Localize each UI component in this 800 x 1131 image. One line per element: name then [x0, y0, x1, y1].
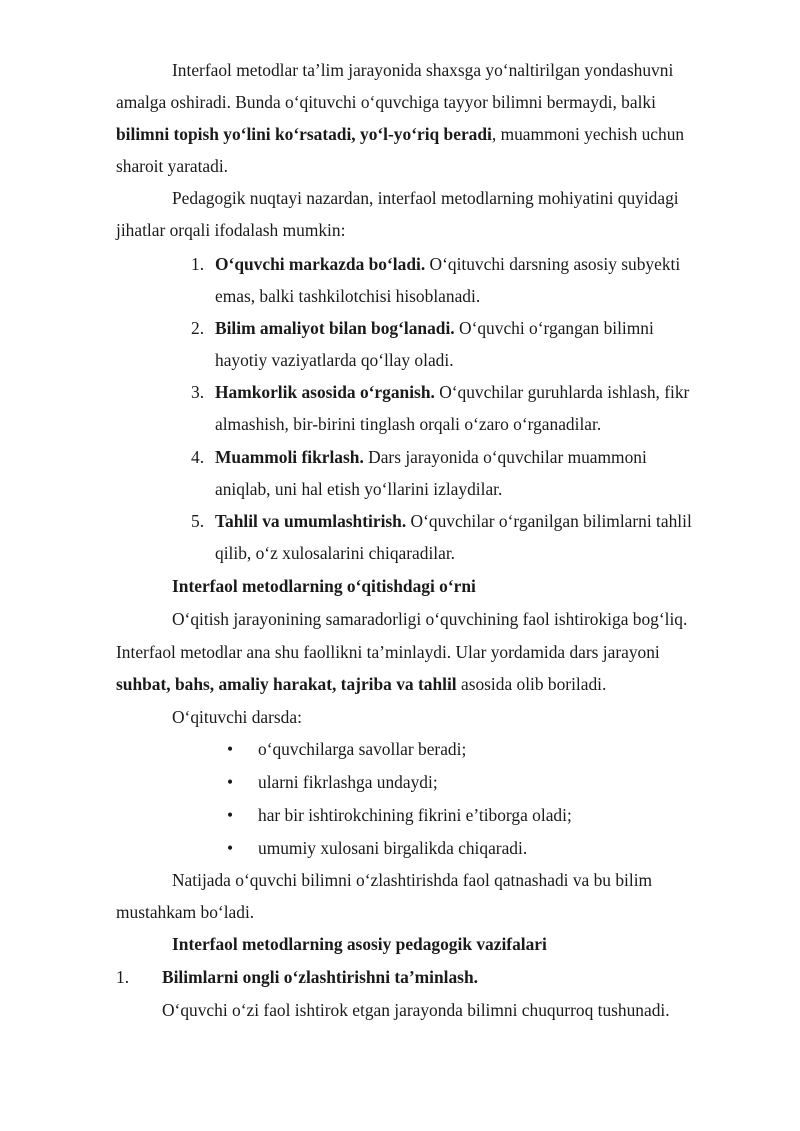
intro-line-2: amalga oshiradi. Bunda o‘qituvchi o‘quvchiga tayyor bilimni bermaydi, balki: [116, 92, 656, 112]
bullet-icon: •: [227, 772, 234, 792]
list-item-line: [215, 253, 680, 275]
list-item-number: 4.: [191, 447, 205, 467]
intro-line-3: [116, 123, 684, 145]
list-item-line: [215, 446, 647, 468]
pedagogic-line-1: Pedagogik nuqtayi nazardan, interfaol metodlarning mohiyatini quyidagi: [172, 188, 679, 208]
list-item-line: [215, 317, 654, 339]
list-item-number: 5.: [191, 511, 205, 531]
role-line-2: Interfaol metodlar ana shu faollikni ta’minlaydi. Ular yordamida dars jarayoni: [116, 642, 660, 662]
list-item-continuation: hayotiy vaziyatlarda qo‘llay oladi.: [215, 350, 454, 370]
list-item-title: Muammoli fikrlash.: [215, 447, 364, 467]
list-item-continuation: qilib, o‘z xulosalarini chiqaradilar.: [215, 543, 456, 563]
intro-bold-phrase: bilimni topish yo‘lini ko‘rsatadi, yo‘l-yo‘riq beradi: [116, 124, 492, 144]
list-item-continuation: emas, balki tashkilotchisi hisoblanadi.: [215, 286, 481, 306]
bullet-icon: •: [227, 739, 234, 759]
list-item-number: 2.: [191, 318, 205, 338]
task-title: Bilimlarni ongli o‘zlashtirishni ta’minlash.: [162, 967, 478, 987]
list-item-text: Dars jarayonida o‘quvchilar muammoni: [363, 447, 647, 467]
task-number: 1.: [116, 967, 130, 987]
result-line-2: mustahkam bo‘ladi.: [116, 902, 255, 922]
task-text: O‘quvchi o‘zi faol ishtirok etgan jarayonda bilimni chuqurroq tushunadi.: [162, 1000, 670, 1020]
bullet-text: o‘quvchilarga savollar beradi;: [258, 739, 467, 759]
intro-line-4: sharoit yaratadi.: [116, 156, 229, 176]
teacher-intro: O‘qituvchi darsda:: [172, 707, 302, 727]
list-item-text: O‘qituvchi darsning asosiy subyekti: [425, 254, 681, 274]
intro-line-1: Interfaol metodlar ta’lim jarayonida shaxsga yo‘naltirilgan yondashuvni: [172, 60, 674, 80]
list-item-title: Tahlil va umumlashtirish.: [215, 511, 407, 531]
list-item-title: Bilim amaliyot bilan bog‘lanadi.: [215, 318, 455, 338]
list-item-continuation: aniqlab, uni hal etish yo‘llarini izlaydilar.: [215, 479, 503, 499]
role-line-3: [116, 673, 606, 695]
list-item-text: O‘quvchi o‘rgangan bilimni: [454, 318, 654, 338]
bullet-icon: •: [227, 838, 234, 858]
list-item-text: O‘quvchilar guruhlarda ishlash, fikr: [434, 382, 690, 402]
list-item-title: Hamkorlik asosida o‘rganish.: [215, 382, 435, 402]
bullet-text: ularni fikrlashga undaydi;: [258, 772, 438, 792]
role-line-1: O‘qitish jarayonining samaradorligi o‘quvchining faol ishtirokiga bog‘liq.: [172, 609, 688, 629]
list-item-line: [215, 510, 692, 532]
list-item-text: O‘quvchilar o‘rganilgan bilimlarni tahlil: [406, 511, 692, 531]
bullet-text: umumiy xulosani birgalikda chiqaradi.: [258, 838, 528, 858]
list-item-line: [215, 381, 689, 403]
role-line-3-rest: asosida olib boriladi.: [456, 674, 607, 694]
intro-line-3-rest: , muammoni yechish uchun: [491, 124, 685, 144]
section-heading-role: Interfaol metodlarning o‘qitishdagi o‘rni: [172, 576, 476, 596]
pedagogic-line-2: jihatlar orqali ifodalash mumkin:: [116, 220, 346, 240]
list-item-title: O‘quvchi markazda bo‘ladi.: [215, 254, 426, 274]
bullet-icon: •: [227, 805, 234, 825]
bullet-text: har bir ishtirokchining fikrini e’tiborga oladi;: [258, 805, 572, 825]
list-item-number: 1.: [191, 254, 205, 274]
list-item-number: 3.: [191, 382, 205, 402]
role-bold-phrase: suhbat, bahs, amaliy harakat, tajriba va tahlil: [116, 674, 457, 694]
list-item-continuation: almashish, bir-birini tinglash orqali o‘zaro o‘rganadilar.: [215, 414, 602, 434]
section-heading-tasks: Interfaol metodlarning asosiy pedagogik vazifalari: [172, 934, 547, 954]
result-line-1: Natijada o‘quvchi bilimni o‘zlashtirishda faol qatnashadi va bu bilim: [172, 870, 653, 890]
